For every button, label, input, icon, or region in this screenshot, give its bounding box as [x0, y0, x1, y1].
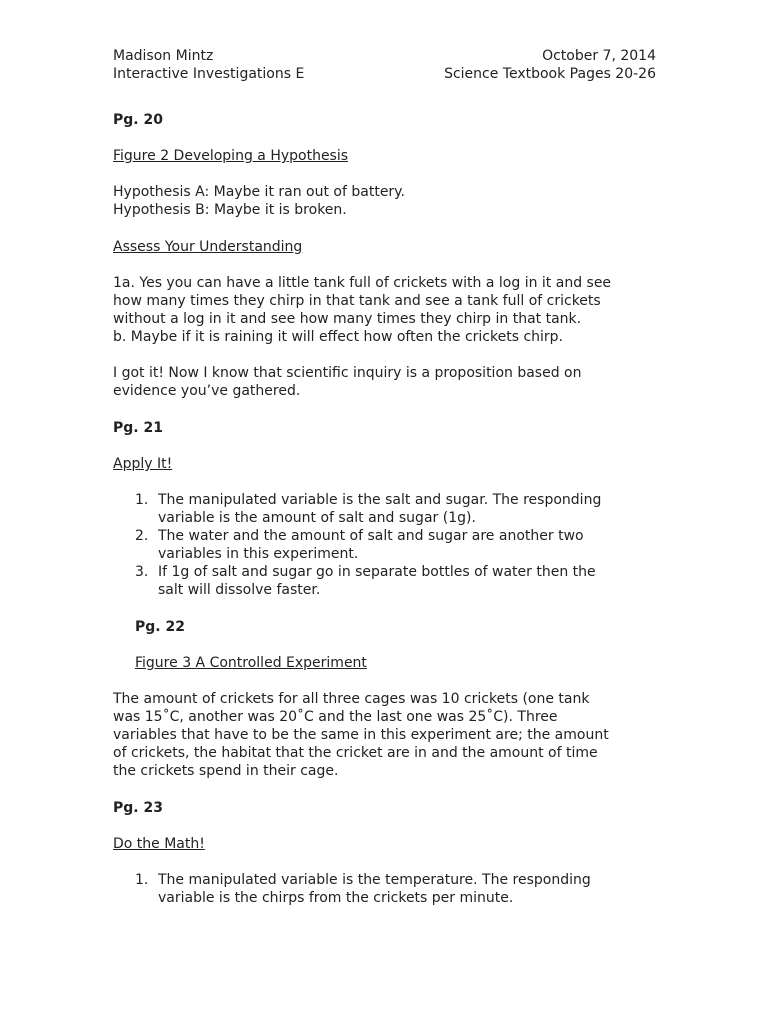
page-label-23: Pg. 23	[113, 800, 163, 816]
answer-1b-line: b. Maybe if it is raining it will effect how often the crickets chirp.	[113, 329, 564, 345]
list-number: 3.	[135, 564, 149, 580]
list-item-line: The water and the amount of salt and sugar are another two	[158, 528, 584, 544]
do-the-math-heading: Do the Math!	[113, 836, 205, 852]
got-it-line: I got it! Now I know that scientific inquiry is a proposition based on	[113, 365, 582, 381]
list-item-line: salt will dissolve faster.	[158, 582, 321, 598]
figure-3-heading: Figure 3 A Controlled Experiment	[135, 655, 367, 671]
list-item-line: variables in this experiment.	[158, 546, 359, 562]
student-name: Madison Mintz	[113, 48, 214, 64]
answer-1a-line: without a log in it and see how many times they chirp in that tank.	[113, 311, 582, 327]
list-item-line: If 1g of salt and sugar go in separate bottles of water then the	[158, 564, 596, 580]
assignment-title: Science Textbook Pages 20-26	[444, 66, 656, 82]
class-name: Interactive Investigations E	[113, 66, 305, 82]
list-item-line: The manipulated variable is the temperature. The responding	[158, 872, 591, 888]
list-item-line: variable is the chirps from the crickets per minute.	[158, 890, 514, 906]
paragraph-line: the crickets spend in their cage.	[113, 763, 339, 779]
got-it-line: evidence you’ve gathered.	[113, 383, 301, 399]
list-number: 1.	[135, 872, 149, 888]
answer-1a-line: 1a. Yes you can have a little tank full of crickets with a log in it and see	[113, 275, 612, 291]
hypothesis-b: Hypothesis B: Maybe it is broken.	[113, 202, 347, 218]
assess-heading: Assess Your Understanding	[113, 239, 303, 255]
apply-it-heading: Apply It!	[113, 456, 173, 472]
paragraph-line: of crickets, the habitat that the cricket are in and the amount of time	[113, 745, 598, 761]
page-label-22: Pg. 22	[135, 619, 185, 635]
page-label-20: Pg. 20	[113, 112, 163, 128]
list-item-line: variable is the amount of salt and sugar (1g).	[158, 510, 476, 526]
hypothesis-a: Hypothesis A: Maybe it ran out of battery.	[113, 184, 405, 200]
list-item-line: The manipulated variable is the salt and sugar. The responding	[158, 492, 602, 508]
figure-2-heading: Figure 2 Developing a Hypothesis	[113, 148, 349, 164]
paragraph-line: The amount of crickets for all three cages was 10 crickets (one tank	[113, 691, 590, 707]
paragraph-line: was 15˚C, another was 20˚C and the last one was 25˚C). Three	[113, 709, 558, 725]
list-number: 1.	[135, 492, 149, 508]
page-label-21: Pg. 21	[113, 420, 163, 436]
list-number: 2.	[135, 528, 149, 544]
paragraph-line: variables that have to be the same in this experiment are; the amount	[113, 727, 609, 743]
document-date: October 7, 2014	[542, 48, 656, 64]
answer-1a-line: how many times they chirp in that tank and see a tank full of crickets	[113, 293, 601, 309]
